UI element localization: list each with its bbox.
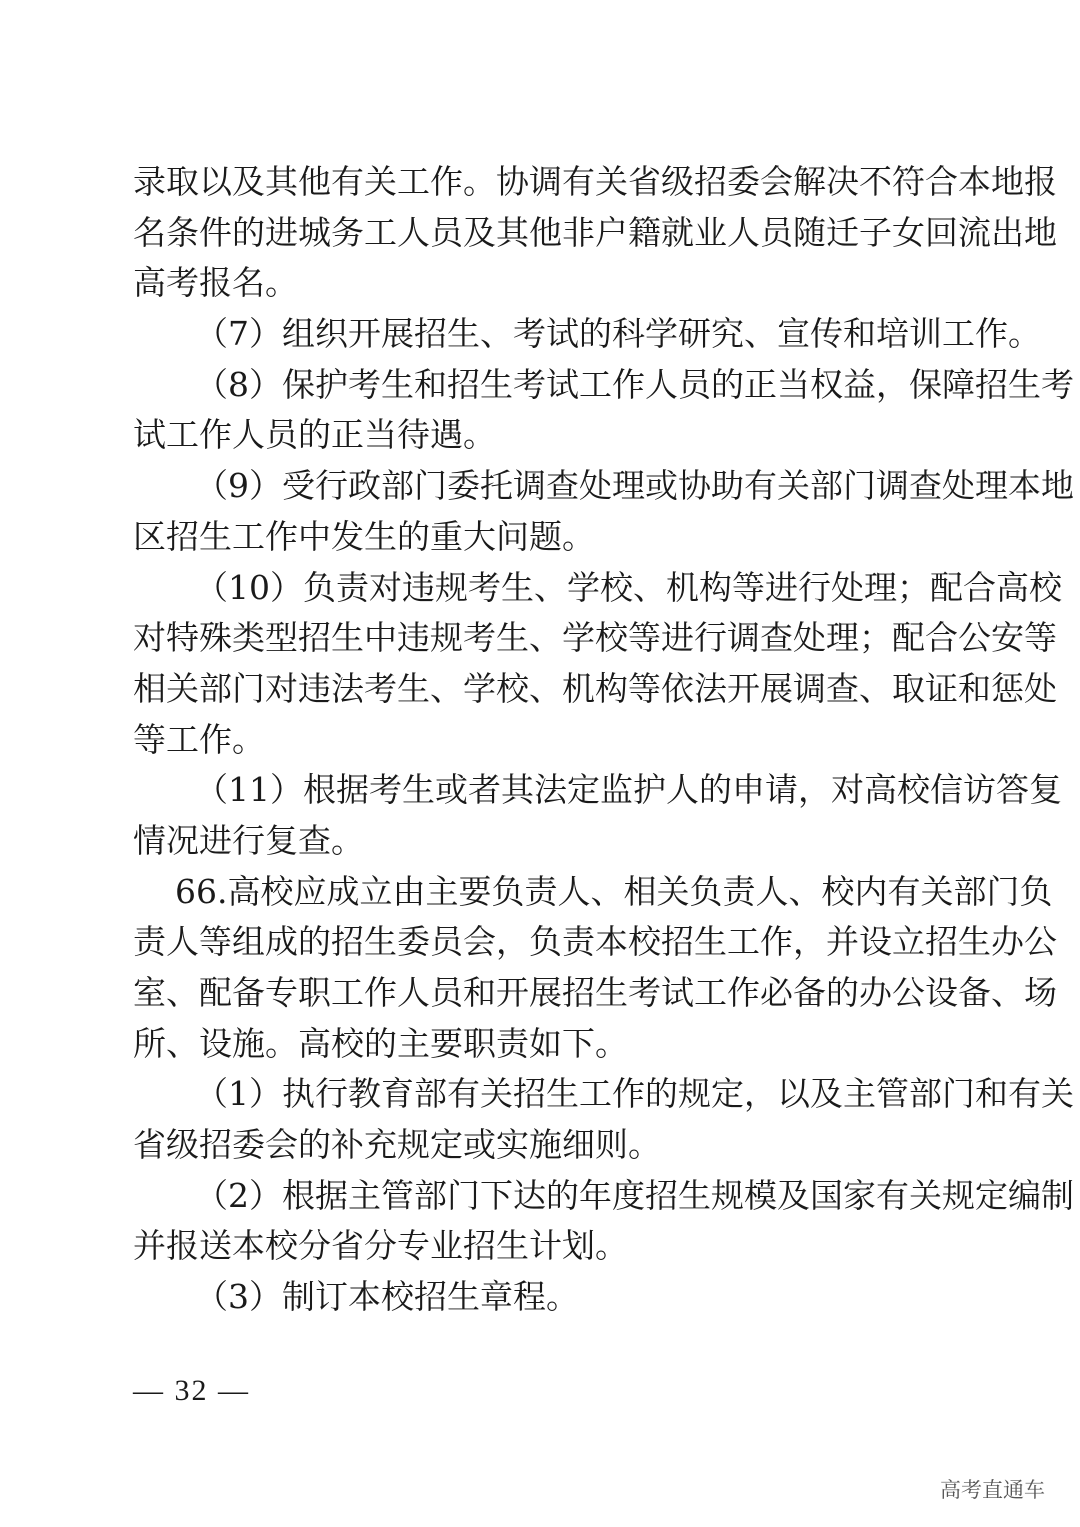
text-line: （1）执行教育部有关招生工作的规定，以及主管部门和有关 <box>195 1074 1074 1114</box>
text-line: 责人等组成的招生委员会，负责本校招生工作，并设立招生办公 <box>133 922 1057 962</box>
paragraph <box>133 157 1057 309</box>
text-line: 相关部门对违法考生、学校、机构等依法开展调查、取证和惩处 <box>133 668 1057 708</box>
paragraph <box>133 309 1041 360</box>
paragraph <box>133 867 1057 1070</box>
text-line: 名条件的进城务工人员及其他非户籍就业人员随迁子女回流出地 <box>133 212 1057 252</box>
page-number: — 32 — <box>133 1374 250 1407</box>
text-line: 高考报名。 <box>133 263 298 303</box>
text-line: （11）根据考生或者其法定监护人的申请，对高校信访答复 <box>195 770 1062 810</box>
text-line: 66.高校应成立由主要负责人、相关负责人、校内有关部门负 <box>175 871 1053 911</box>
paragraph <box>133 1069 1074 1170</box>
text-line: （2）根据主管部门下达的年度招生规模及国家有关规定编制 <box>195 1175 1074 1215</box>
text-line: 所、设施。高校的主要职责如下。 <box>133 1023 628 1063</box>
watermark: 高考直通车 <box>940 1478 1045 1502</box>
paragraph <box>133 1272 948 1323</box>
paragraph <box>133 563 1062 766</box>
text-line: （9）受行政部门委托调查处理或协助有关部门调查处理本地 <box>195 466 1074 506</box>
text-line: （7）组织开展招生、考试的科学研究、宣传和培训工作。 <box>195 314 1041 354</box>
document-body <box>133 157 1074 1323</box>
text-line: （8）保护考生和招生考试工作人员的正当权益，保障招生考 <box>195 364 1074 404</box>
text-line: 对特殊类型招生中违规考生、学校等进行调查处理；配合公安等 <box>133 618 1057 658</box>
paragraph <box>133 1171 1074 1272</box>
paragraph <box>133 461 1074 562</box>
text-line: 情况进行复查。 <box>133 820 364 860</box>
text-line: 等工作。 <box>133 719 265 759</box>
text-line: 区招生工作中发生的重大问题。 <box>133 516 595 556</box>
text-line: （10）负责对违规考生、学校、机构等进行处理；配合高校 <box>195 567 1062 607</box>
text-line: 并报送本校分省分专业招生计划。 <box>133 1226 628 1266</box>
text-line: 省级招委会的补充规定或实施细则。 <box>133 1125 661 1165</box>
paragraph <box>133 360 1074 461</box>
text-line: （3）制订本校招生章程。 <box>195 1277 579 1317</box>
text-line: 试工作人员的正当待遇。 <box>133 415 496 455</box>
text-line: 录取以及其他有关工作。协调有关省级招委会解决不符合本地报 <box>133 162 1057 201</box>
text-line: 室、配备专职工作人员和开展招生考试工作必备的办公设备、场 <box>133 973 1057 1012</box>
paragraph <box>133 765 1062 866</box>
